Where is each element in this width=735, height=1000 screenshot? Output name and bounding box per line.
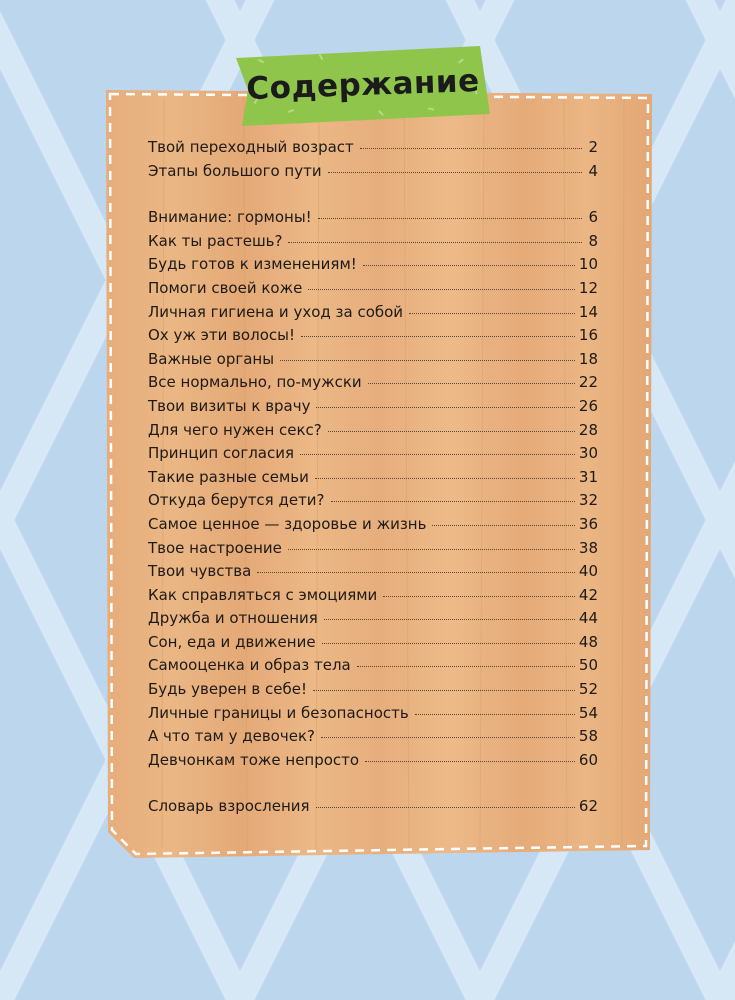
toc-entry-title: Помоги своей коже xyxy=(148,278,303,297)
toc-entry-page: 26 xyxy=(578,396,598,415)
toc-entry-title: Этапы большого пути xyxy=(148,161,322,180)
dotted-leader xyxy=(288,548,575,550)
dotted-leader xyxy=(324,618,575,620)
toc-entry-page: 12 xyxy=(578,278,598,297)
toc-entry-title: Личная гигиена и уход за собой xyxy=(148,302,404,321)
toc-entry-title: Твои визиты к врачу xyxy=(148,396,311,415)
toc-entry-title: Сон, еда и движение xyxy=(148,632,316,651)
toc-entry[interactable] xyxy=(148,138,598,162)
toc-entry[interactable] xyxy=(148,656,598,680)
toc-entry-title: Личные границы и безопасность xyxy=(148,703,409,722)
dotted-leader xyxy=(318,217,582,219)
toc-entry[interactable] xyxy=(148,444,598,468)
toc-entry[interactable] xyxy=(148,515,598,539)
toc-entry-page: 62 xyxy=(578,797,598,816)
toc-entry-title: А что там у девочек? xyxy=(148,727,315,746)
toc-entry-page: 6 xyxy=(588,208,598,227)
dotted-leader xyxy=(360,147,582,149)
toc-entry[interactable] xyxy=(148,609,598,633)
dotted-leader xyxy=(328,171,582,173)
toc-entry[interactable] xyxy=(148,751,598,775)
toc-entry[interactable] xyxy=(148,303,598,327)
dotted-leader xyxy=(300,453,575,455)
toc-entry-page: 32 xyxy=(578,491,598,510)
title-banner xyxy=(228,40,498,130)
toc-entry[interactable] xyxy=(148,232,598,256)
toc-entry-page: 42 xyxy=(578,585,598,604)
toc-entry[interactable] xyxy=(148,586,598,610)
dotted-leader xyxy=(432,524,574,526)
dotted-leader xyxy=(328,430,575,432)
dotted-leader xyxy=(415,713,575,715)
toc-entry-title: Дружба и отношения xyxy=(148,609,318,628)
toc-entry-title: Для чего нужен секс? xyxy=(148,420,322,439)
toc-entry[interactable] xyxy=(148,421,598,445)
toc-entry-page: 18 xyxy=(578,349,598,368)
dotted-leader xyxy=(331,500,575,502)
toc-entry-page: 36 xyxy=(578,514,598,533)
toc-entry-title: Словарь взросления xyxy=(148,797,310,816)
toc-entry-page: 10 xyxy=(578,255,598,274)
toc-entry-title: Такие разные семьи xyxy=(148,467,309,486)
toc-entry-page: 58 xyxy=(578,727,598,746)
toc-entry-title: Ох уж эти волосы! xyxy=(148,326,295,345)
page-title: Содержание xyxy=(245,62,481,108)
toc-group xyxy=(148,208,598,774)
toc-entry-title: Девчонкам тоже непросто xyxy=(148,750,360,769)
toc-entry-title: Твой переходный возраст xyxy=(148,138,354,156)
dotted-leader xyxy=(301,335,575,337)
toc-group xyxy=(148,797,598,821)
dotted-leader xyxy=(322,642,575,644)
dotted-leader xyxy=(409,312,575,314)
toc-entry-title: Будь готов к изменениям! xyxy=(148,255,357,274)
toc-entry[interactable] xyxy=(148,468,598,492)
dotted-leader xyxy=(368,382,575,384)
toc-entry-title: Откуда берутся дети? xyxy=(148,491,325,510)
dotted-leader xyxy=(365,760,575,762)
toc-entry-page: 16 xyxy=(578,326,598,345)
toc-entry-page: 30 xyxy=(578,444,598,463)
dotted-leader xyxy=(363,264,575,266)
toc-entry-title: Принцип согласия xyxy=(148,444,294,463)
toc-entry[interactable] xyxy=(148,279,598,303)
toc-entry-page: 50 xyxy=(578,656,598,675)
toc-entry-page: 40 xyxy=(578,562,598,581)
toc-entry-page: 52 xyxy=(578,680,598,699)
toc-entry-title: Как ты растешь? xyxy=(148,231,283,250)
dotted-leader xyxy=(316,406,574,408)
toc-entry-page: 44 xyxy=(578,609,598,628)
dotted-leader xyxy=(315,477,575,479)
toc-entry-page: 54 xyxy=(578,703,598,722)
toc-entry-page: 60 xyxy=(578,750,598,769)
toc-entry[interactable] xyxy=(148,797,598,821)
toc-entry[interactable] xyxy=(148,680,598,704)
toc-entry-page: 28 xyxy=(578,420,598,439)
toc-entry-title: Самое ценное — здоровье и жизнь xyxy=(148,514,427,533)
dotted-leader xyxy=(308,288,575,290)
table-of-contents xyxy=(148,138,598,821)
dotted-leader xyxy=(288,241,582,243)
toc-entry-title: Твое настроение xyxy=(148,538,282,557)
toc-entry-title: Все нормально, по-мужски xyxy=(148,373,362,392)
toc-entry[interactable] xyxy=(148,397,598,421)
toc-entry[interactable] xyxy=(148,255,598,279)
toc-entry[interactable] xyxy=(148,326,598,350)
dotted-leader xyxy=(313,689,575,691)
toc-entry[interactable] xyxy=(148,373,598,397)
toc-entry-title: Внимание: гормоны! xyxy=(148,208,312,227)
dotted-leader xyxy=(321,736,575,738)
toc-entry-title: Будь уверен в себе! xyxy=(148,680,307,699)
toc-entry-title: Твои чувства xyxy=(148,562,252,581)
toc-entry[interactable] xyxy=(148,539,598,563)
toc-entry-page: 2 xyxy=(588,138,598,156)
dotted-leader xyxy=(316,806,575,808)
toc-entry[interactable] xyxy=(148,491,598,515)
dotted-leader xyxy=(257,571,575,573)
dotted-leader xyxy=(357,665,575,667)
toc-entry[interactable] xyxy=(148,208,598,232)
toc-entry-page: 8 xyxy=(588,231,598,250)
toc-entry-page: 22 xyxy=(578,373,598,392)
toc-entry[interactable] xyxy=(148,704,598,728)
toc-entry-page: 4 xyxy=(588,161,598,180)
toc-entry-page: 14 xyxy=(578,302,598,321)
toc-entry[interactable] xyxy=(148,633,598,657)
toc-entry[interactable] xyxy=(148,350,598,374)
toc-entry[interactable] xyxy=(148,162,598,186)
toc-entry[interactable] xyxy=(148,727,598,751)
toc-entry-page: 38 xyxy=(578,538,598,557)
toc-entry-title: Самооценка и образ тела xyxy=(148,656,351,675)
dotted-leader xyxy=(383,595,575,597)
toc-entry[interactable] xyxy=(148,562,598,586)
toc-entry-page: 31 xyxy=(578,467,598,486)
toc-entry-page: 48 xyxy=(578,632,598,651)
toc-entry-title: Важные органы xyxy=(148,349,275,368)
toc-entry-title: Как справляться с эмоциями xyxy=(148,585,378,604)
toc-group xyxy=(148,138,598,185)
dotted-leader xyxy=(280,359,575,361)
